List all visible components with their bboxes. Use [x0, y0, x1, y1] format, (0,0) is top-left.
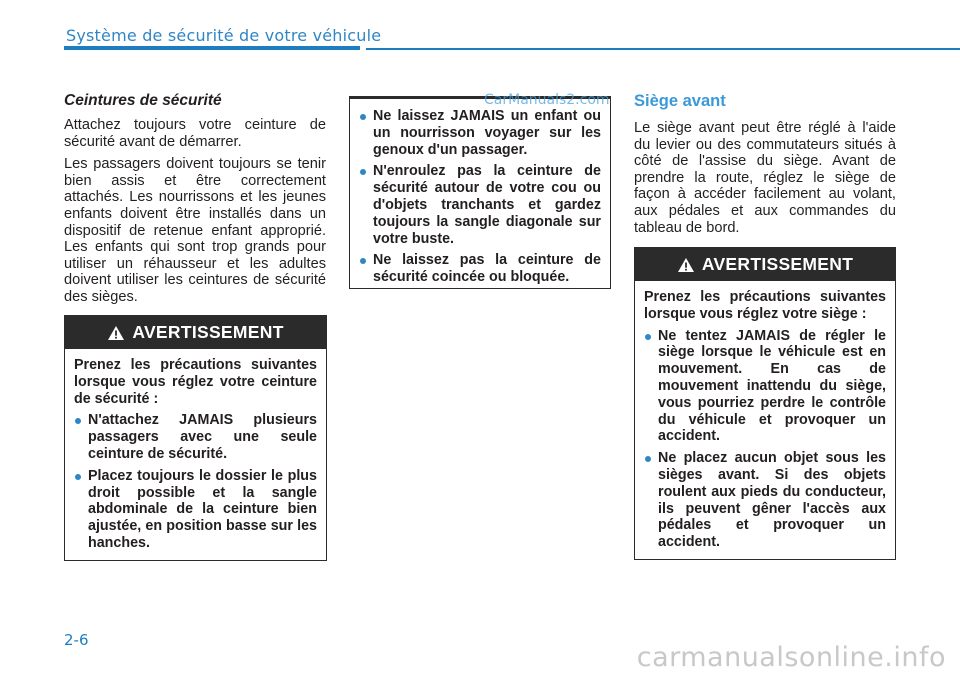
warning-continued-body [350, 99, 610, 286]
warning-body [635, 281, 895, 551]
right-column [634, 92, 896, 242]
seatbelt-heading: Ceintures de sécurité [64, 92, 222, 109]
warning-triangle-icon [107, 325, 125, 341]
warning-header [65, 316, 326, 349]
watermark-text: CarManuals2.com [484, 92, 610, 108]
warning-intro: Prenez les précautions suivantes lorsque vous réglez votre siège : [644, 289, 886, 322]
header-rule-thin [366, 48, 960, 50]
warning-continued-list [359, 108, 601, 286]
warning-bullet: Ne laissez pas la ceinture de sécurité coincée ou bloquée. [359, 252, 601, 286]
seatbelt-warning-continued-box [349, 96, 611, 289]
seat-warning-box [634, 247, 896, 560]
warning-header [635, 248, 895, 281]
warning-intro: Prenez les précautions suivantes lorsque vous réglez votre ceinture de sécurité : [74, 357, 317, 407]
warning-title: AVERTISSEMENT [701, 254, 854, 274]
warning-triangle-icon [677, 257, 695, 273]
warning-list [644, 328, 886, 551]
seatbelt-warning-box [64, 315, 327, 561]
warning-list [74, 412, 317, 551]
seatbelt-paragraph-2: Les passagers doivent toujours se tenir bien assis et être correctement attachés. Les nourrissons et les jeunes enfants doivent être installés dans un dispositif de retenue enfant approprié. Les enfants qui sont trop grands pour utiliser un réhausseur et les adultes doivent utiliser les ceintures de sécurité des sièges. [64, 156, 326, 305]
front-seat-heading: Siège avant [634, 92, 726, 110]
warning-bullet: Ne placez aucun objet sous les sièges avant. Si des objets roulent aux pieds du conducteur, ils peuvent gêner l'accès aux pédales et provoquer un accident. [644, 450, 886, 551]
left-column [64, 92, 326, 312]
header-rule-thick [64, 46, 360, 50]
warning-bullet: Ne tentez JAMAIS de régler le siège lorsque le véhicule est en mouvement. En cas de mouvement inattendu du siège, vous pourriez perdre le contrôle du véhicule et provoquer un accident. [644, 328, 886, 446]
warning-body [65, 349, 326, 552]
warning-bullet: N'attachez JAMAIS plusieurs passagers avec une seule ceinture de sécurité. [74, 412, 317, 462]
warning-bullet: N'enroulez pas la ceinture de sécurité autour de votre cou ou d'objets tranchants et gardez toujours la sangle diagonale sur votre buste. [359, 163, 601, 247]
warning-bullet: Ne laissez JAMAIS un enfant ou un nourrisson voyager sur les genoux d'un passager. [359, 108, 601, 158]
seatbelt-paragraph-1: Attachez toujours votre ceinture de sécurité avant de démarrer. [64, 117, 326, 150]
warning-title: AVERTISSEMENT [132, 322, 284, 342]
footer-watermark: carmanualsonline.info [636, 642, 946, 673]
page-number: 2-6 [64, 631, 89, 649]
warning-bullet: Placez toujours le dossier le plus droit possible et la sangle abdominale de la ceinture bien ajustée, en position basse sur les hanches. [74, 468, 317, 552]
front-seat-paragraph: Le siège avant peut être réglé à l'aide du levier ou des commutateurs situés à côté de l'assise du siège. Avant de prendre la route, réglez le siège de façon à accéder facilement au volant, aux pédales et aux commandes du tableau de bord. [634, 120, 896, 236]
header-title: Système de sécurité de votre véhicule [66, 26, 382, 45]
